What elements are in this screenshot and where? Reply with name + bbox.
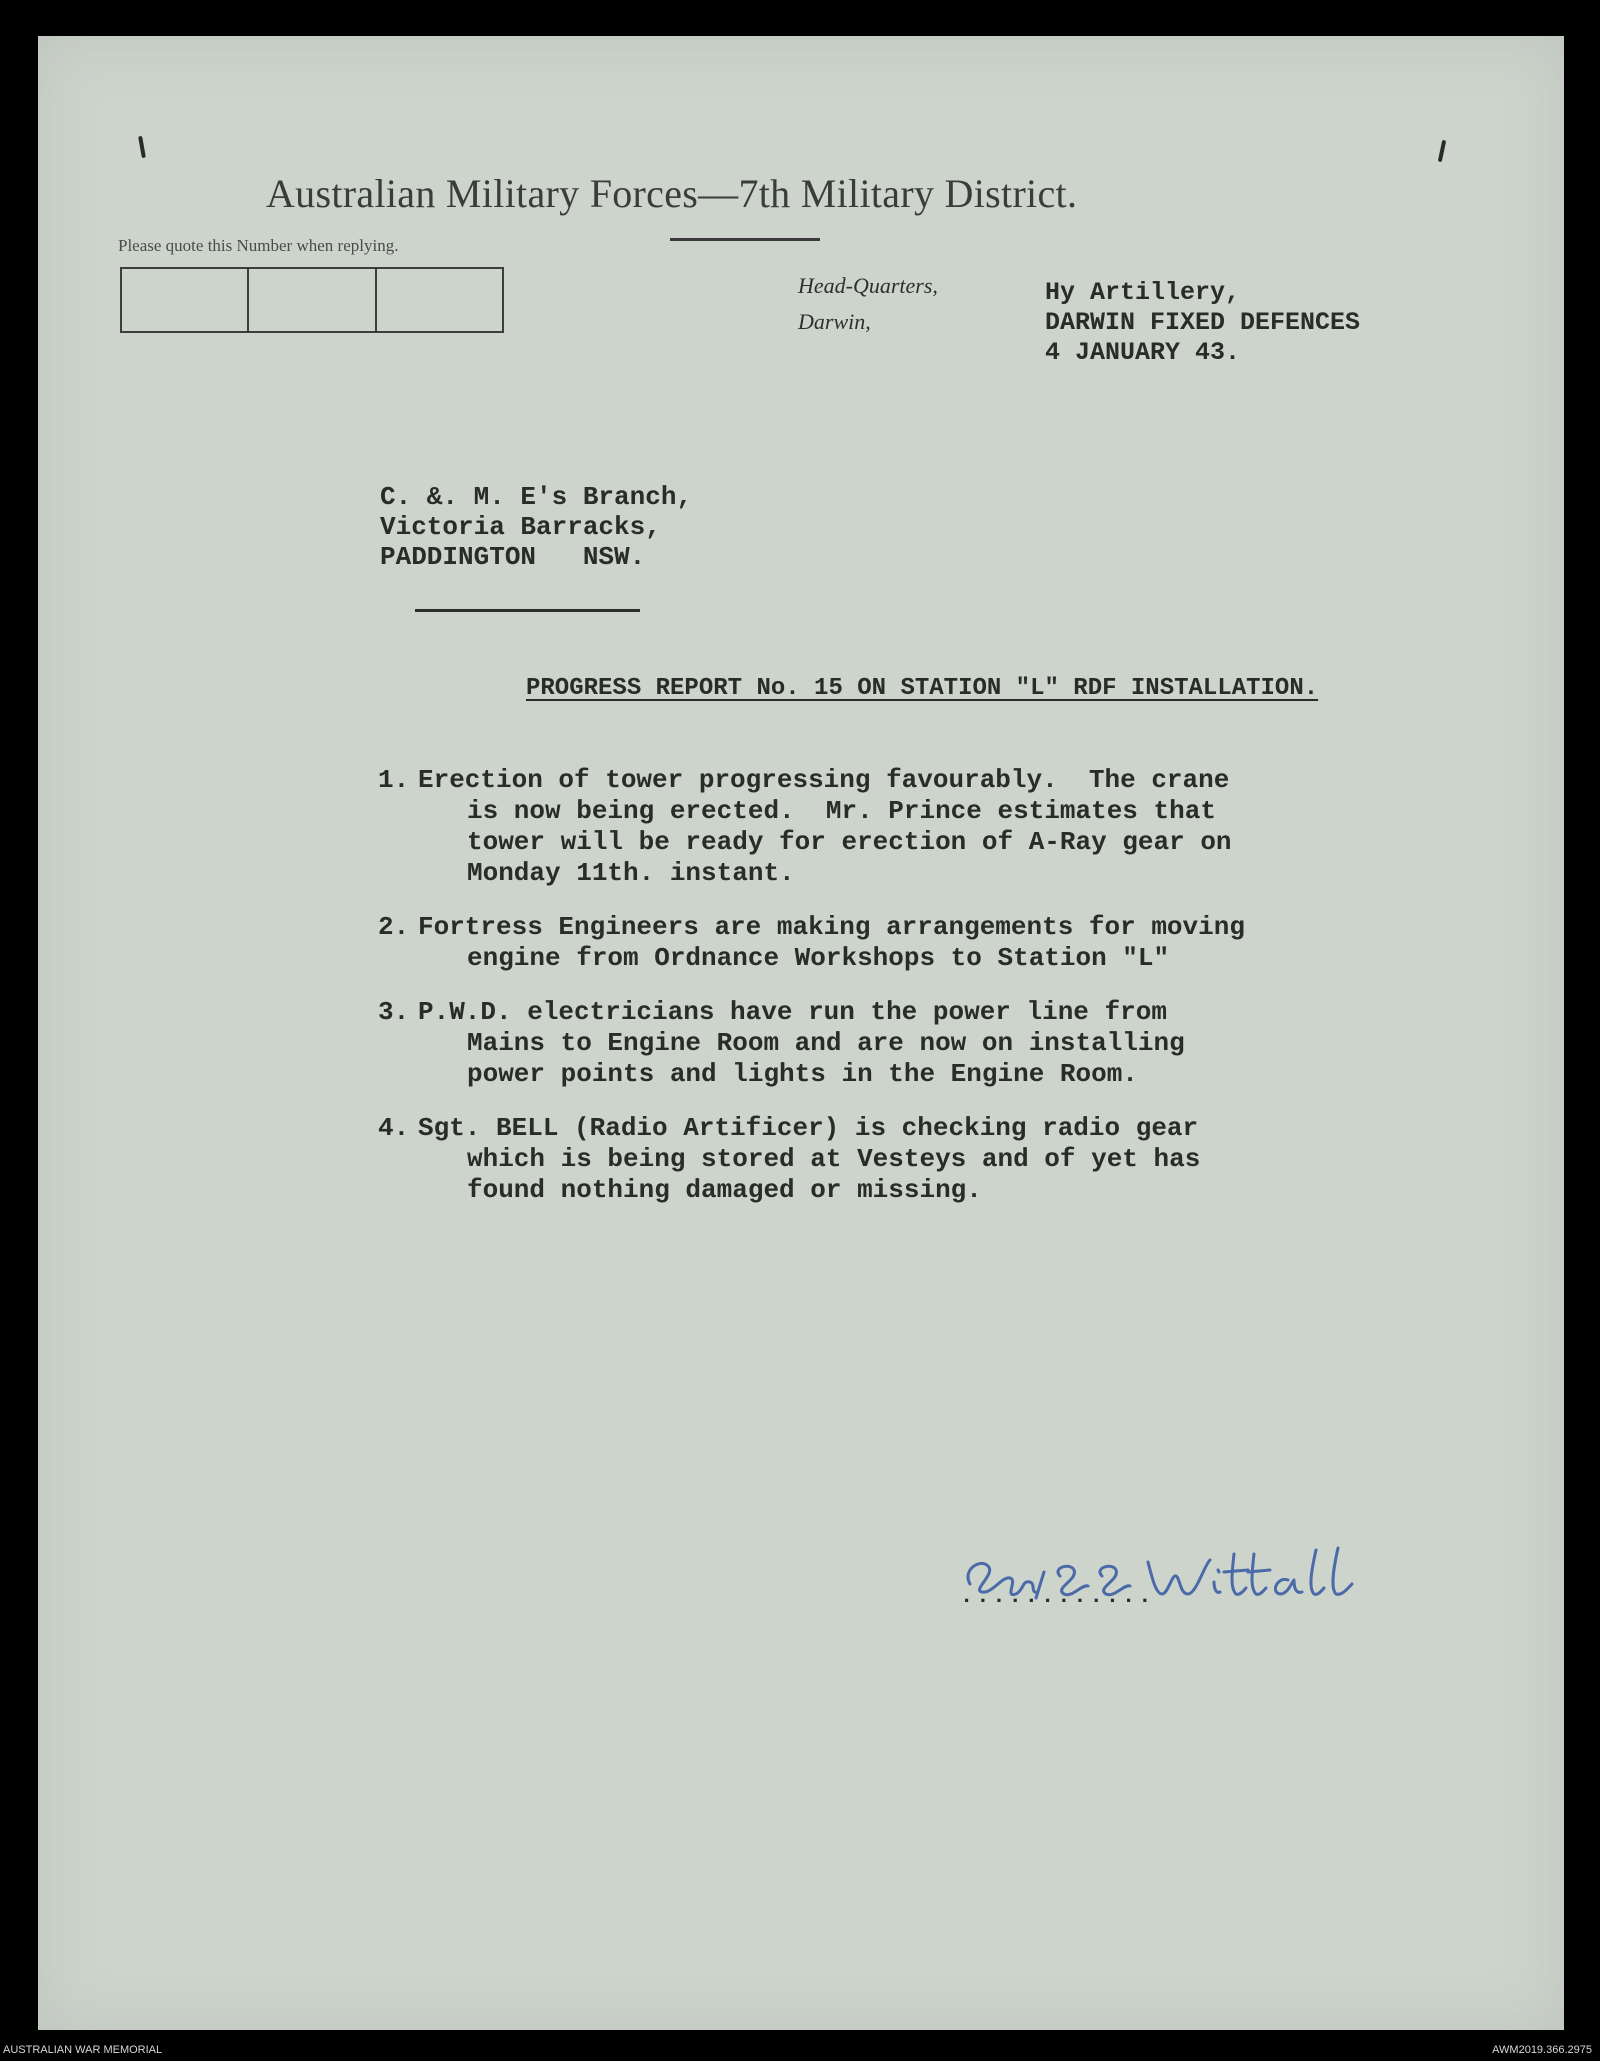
headquarters-line: Head-Quarters, (798, 273, 938, 298)
addressee-rule (415, 609, 640, 612)
punch-mark-right (1438, 140, 1446, 162)
quote-number-label: Please quote this Number when replying. (118, 236, 399, 255)
footer-institution: AUSTRALIAN WAR MEMORIAL (3, 2044, 163, 2056)
addressee-line: C. &. M. E's Branch, (380, 482, 693, 512)
list-item (378, 912, 1245, 974)
item-line: Fortress Engineers are making arrangements for moving (418, 912, 1245, 942)
addressee-block (380, 482, 692, 572)
headquarters-block (798, 268, 938, 340)
reference-box-cell (122, 269, 249, 331)
reference-number-boxes (120, 267, 504, 333)
item-number: 2. (378, 912, 410, 942)
item-line: which is being stored at Vesteys and of yet has (467, 1144, 1201, 1174)
list-item (378, 997, 1245, 1090)
punch-mark-left (138, 136, 146, 158)
item-line: power points and lights in the Engine Room. (467, 1059, 1138, 1089)
signature-line: ............ (960, 1584, 1155, 1609)
item-line: tower will be ready for erection of A-Ray gear on (467, 827, 1232, 857)
unit-block (1045, 278, 1360, 368)
item-line: is now being erected. Mr. Prince estimates that (467, 796, 1216, 826)
item-line: engine from Ordnance Workshops to Station "L" (467, 943, 1170, 973)
reference-box-cell (377, 269, 502, 331)
footer-accession-number: AWM2019.366.2975 (1492, 2044, 1592, 2056)
addressee-line: PADDINGTON NSW. (380, 542, 646, 572)
item-line: found nothing damaged or missing. (467, 1175, 982, 1205)
headquarters-city: Darwin, (798, 309, 871, 334)
letter-date: 4 JANUARY 43. (1045, 338, 1241, 367)
item-line: Erection of tower progressing favourably. The crane (418, 765, 1230, 795)
reference-box-cell (249, 269, 376, 331)
item-number: 4. (378, 1113, 410, 1143)
item-number: 3. (378, 997, 410, 1027)
item-line: Monday 11th. instant. (467, 858, 795, 888)
list-item (378, 765, 1245, 889)
item-line: Mains to Engine Room and are now on installing (467, 1028, 1185, 1058)
unit-command: DARWIN FIXED DEFENCES (1045, 308, 1361, 337)
item-line: P.W.D. electricians have run the power line from (418, 997, 1167, 1027)
list-item (378, 1113, 1245, 1206)
report-items (378, 765, 1245, 1229)
letterhead-rule (670, 238, 820, 241)
addressee-line: Victoria Barracks, (380, 512, 661, 542)
item-number: 1. (378, 765, 410, 795)
letterhead-title: Australian Military Forces—7th Military District. (266, 171, 1078, 216)
unit-name: Hy Artillery, (1045, 278, 1241, 307)
item-line: Sgt. BELL (Radio Artificer) is checking radio gear (418, 1113, 1199, 1143)
report-subject: PROGRESS REPORT No. 15 ON STATION "L" RDF INSTALLATION. (526, 675, 1319, 702)
